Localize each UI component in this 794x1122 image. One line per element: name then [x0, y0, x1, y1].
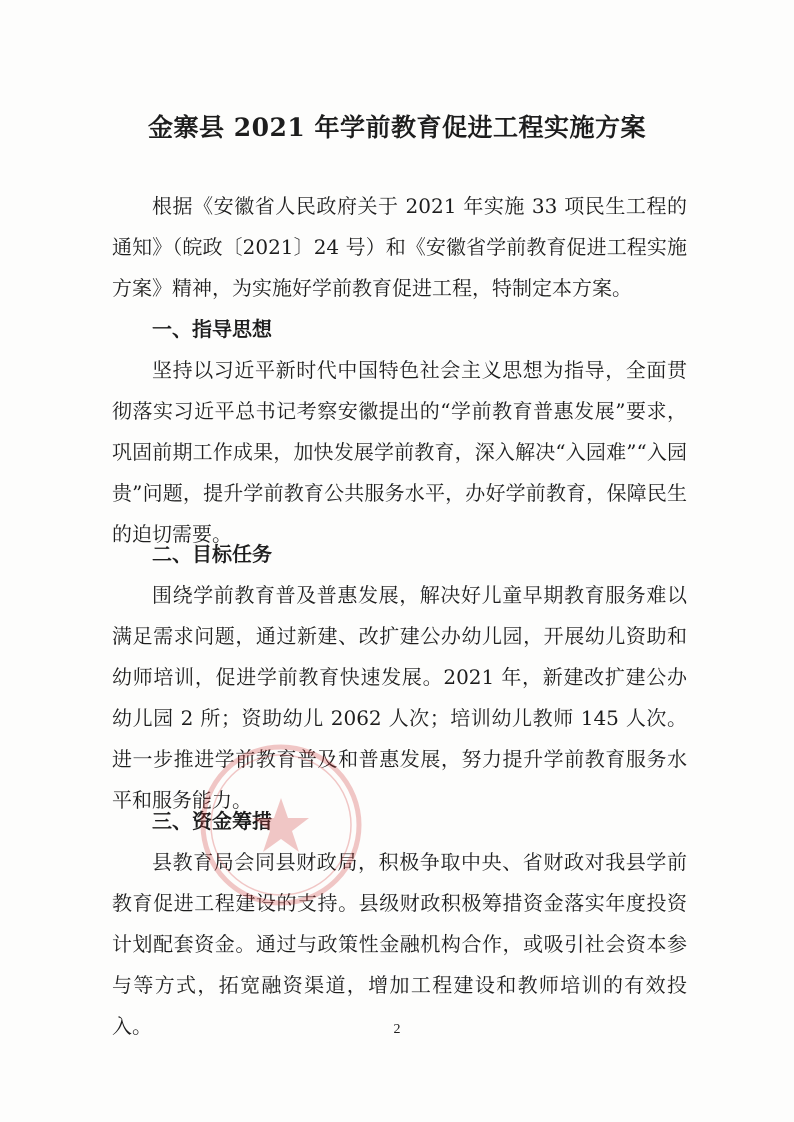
- page-number: 2: [393, 1022, 401, 1037]
- section-heading-funding: 三、资金筹措: [152, 809, 272, 833]
- section-paragraph-goals: 围绕学前教育普及普惠发展，解决好儿童早期教育服务难以满足需求问题，通过新建、改扩建公办幼儿园，开展幼儿资助和幼师培训，促进学前教育快速发展。2021 年，新建改扩建公办幼儿园 2 所；资助幼儿 2062 人次；培训幼儿教师 145 人次。进一步推进学前教育普及和普惠发展，努力提升学前教育服务水平和服务能力。: [112, 583, 687, 812]
- section-heading-guiding-ideology: 一、指导思想: [152, 317, 272, 341]
- section-heading-goals: 二、目标任务: [152, 542, 272, 566]
- intro-paragraph: 根据《安徽省人民政府关于 2021 年实施 33 项民生工程的通知》（皖政〔2021〕24 号）和《安徽省学前教育促进工程实施方案》精神，为实施好学前教育促进工程，特制定本方案。: [112, 194, 687, 300]
- section-paragraph-guiding-ideology: 坚持以习近平新时代中国特色社会主义思想为指导，全面贯彻落实习近平总书记考察安徽提出的“学前教育普惠发展”要求，巩固前期工作成果，加快发展学前教育，深入解决“入园难”“入园贵”问题，提升学前教育公共服务水平，办好学前教育，保障民生的迫切需要。: [112, 358, 687, 546]
- document-title: 金寨县 2021 年学前教育促进工程实施方案: [148, 113, 646, 142]
- section-paragraph-funding: 县教育局会同县财政局，积极争取中央、省财政对我县学前教育促进工程建设的支持。县级财政积极筹措资金落实年度投资计划配套资金。通过与政策性金融机构合作，或吸引社会资本参与等方式，拓宽融资渠道，增加工程建设和教师培训的有效投入。: [112, 850, 687, 1038]
